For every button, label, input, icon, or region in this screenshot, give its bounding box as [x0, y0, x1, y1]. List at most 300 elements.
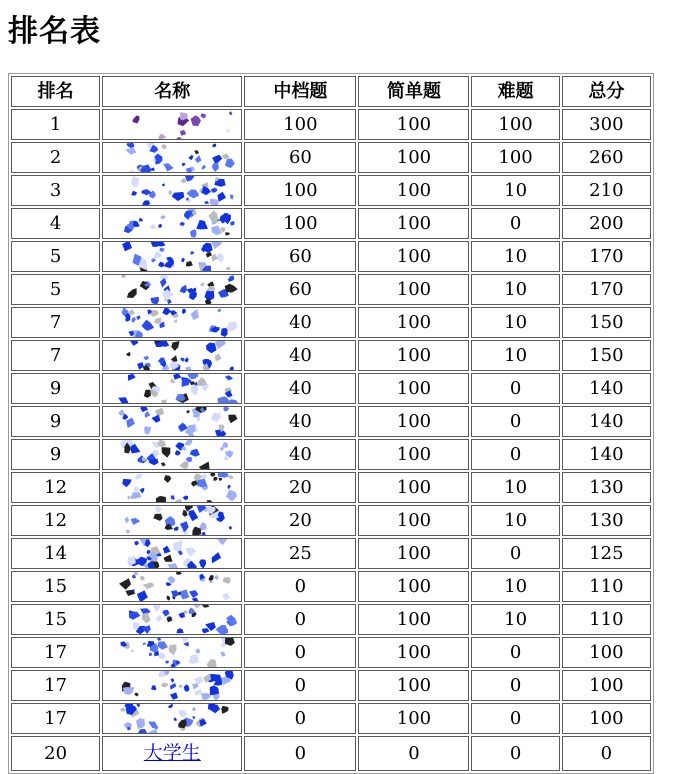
- mosaic-fragment: [216, 625, 229, 634]
- redaction-mosaic: [103, 506, 241, 535]
- total-score-cell: 170: [562, 274, 651, 305]
- mosaic-fragment: [119, 578, 131, 589]
- hard-score-cell: 10: [471, 274, 559, 305]
- easy-score-cell: 100: [358, 274, 469, 305]
- mosaic-fragment: [161, 399, 167, 403]
- redaction-mosaic: [103, 308, 241, 337]
- mosaic-fragment: [179, 589, 189, 599]
- table-row: [11, 472, 651, 503]
- mosaic-fragment: [165, 516, 176, 526]
- rank-cell: 2: [11, 142, 100, 173]
- easy-score-cell: 100: [358, 670, 469, 701]
- table-row: [11, 208, 651, 239]
- mosaic-fragment: [226, 490, 237, 502]
- mosaic-fragment: [189, 655, 199, 664]
- mosaic-fragment: [207, 659, 217, 667]
- medium-score-cell: 20: [244, 505, 356, 536]
- mosaic-fragment: [158, 134, 166, 139]
- easy-score-cell: 100: [358, 472, 469, 503]
- mosaic-fragment: [226, 321, 238, 331]
- mosaic-fragment: [179, 710, 188, 718]
- mosaic-fragment: [220, 652, 226, 657]
- mosaic-fragment: [224, 407, 230, 411]
- rank-cell: 14: [11, 538, 100, 569]
- mosaic-fragment: [199, 559, 206, 568]
- easy-score-cell: 100: [358, 604, 469, 635]
- easy-score-cell: 0: [358, 736, 469, 771]
- table-row: [11, 406, 651, 437]
- table-row: [11, 241, 651, 272]
- medium-score-cell: 60: [244, 241, 356, 272]
- mosaic-fragment: [230, 366, 234, 370]
- redaction-mosaic: [103, 242, 241, 271]
- mosaic-fragment: [192, 707, 196, 711]
- mosaic-fragment: [131, 518, 141, 525]
- mosaic-fragment: [148, 722, 158, 729]
- mosaic-fragment: [145, 411, 151, 418]
- table-row: [11, 142, 651, 173]
- total-score-cell: 130: [562, 472, 651, 503]
- total-score-cell: 0: [562, 736, 651, 771]
- mosaic-fragment: [194, 150, 199, 154]
- total-score-cell: 150: [562, 307, 651, 338]
- mosaic-fragment: [226, 128, 232, 133]
- mosaic-fragment: [210, 199, 219, 205]
- mosaic-fragment: [181, 258, 185, 263]
- mosaic-fragment: [132, 176, 140, 188]
- rank-cell: 5: [11, 274, 100, 305]
- mosaic-fragment: [160, 278, 167, 288]
- mosaic-fragment: [225, 375, 233, 380]
- mosaic-fragment: [191, 384, 199, 393]
- mosaic-fragment: [178, 719, 186, 728]
- mosaic-fragment: [154, 605, 161, 612]
- medium-score-cell: 40: [244, 307, 356, 338]
- easy-score-cell: 100: [358, 175, 469, 206]
- mosaic-fragment: [155, 506, 162, 513]
- hard-score-cell: 10: [471, 307, 559, 338]
- mosaic-fragment: [162, 683, 169, 687]
- mosaic-fragment: [192, 716, 195, 719]
- easy-score-cell: 100: [358, 406, 469, 437]
- table-row: [11, 670, 651, 701]
- name-cell-redacted: [102, 241, 242, 272]
- mosaic-fragment: [136, 315, 140, 320]
- mosaic-fragment: [207, 500, 213, 502]
- name-cell-redacted: [102, 439, 242, 470]
- rank-cell: 20: [11, 736, 100, 771]
- mosaic-fragment: [215, 341, 226, 349]
- mosaic-fragment: [129, 611, 140, 619]
- header-easy: 简单题: [358, 76, 469, 107]
- redaction-mosaic: [103, 341, 241, 370]
- mosaic-fragment: [154, 318, 161, 324]
- medium-score-cell: 0: [244, 637, 356, 668]
- name-cell-redacted: [102, 109, 242, 140]
- mosaic-fragment: [122, 479, 131, 487]
- mosaic-fragment: [164, 555, 173, 562]
- mosaic-fragment: [210, 473, 215, 477]
- mosaic-fragment: [154, 252, 163, 259]
- mosaic-fragment: [211, 225, 222, 235]
- mosaic-fragment: [169, 190, 172, 195]
- medium-score-cell: 40: [244, 340, 356, 371]
- mosaic-fragment: [131, 650, 134, 653]
- mosaic-fragment: [150, 224, 156, 229]
- mosaic-fragment: [171, 678, 175, 683]
- mosaic-fragment: [138, 729, 147, 733]
- mosaic-fragment: [125, 148, 136, 155]
- mosaic-fragment: [226, 267, 230, 270]
- mosaic-fragment: [155, 154, 163, 165]
- mosaic-fragment: [200, 283, 204, 287]
- hard-score-cell: 0: [471, 406, 559, 437]
- mosaic-fragment: [170, 683, 176, 690]
- hard-score-cell: 0: [471, 208, 559, 239]
- mosaic-fragment: [212, 254, 218, 262]
- mosaic-fragment: [183, 642, 189, 647]
- mosaic-fragment: [187, 410, 190, 413]
- rank-cell: 1: [11, 109, 100, 140]
- mosaic-fragment: [230, 194, 233, 200]
- mosaic-fragment: [171, 590, 180, 598]
- mosaic-fragment: [212, 242, 223, 249]
- mosaic-fragment: [143, 642, 147, 645]
- redaction-mosaic: [103, 143, 241, 172]
- mosaic-fragment: [218, 309, 222, 313]
- hard-score-cell: 10: [471, 472, 559, 503]
- mosaic-fragment: [183, 496, 189, 501]
- mosaic-fragment: [194, 689, 201, 696]
- rank-cell: 5: [11, 241, 100, 272]
- user-name-link[interactable]: 大学生: [143, 742, 201, 764]
- mosaic-fragment: [158, 262, 165, 268]
- mosaic-fragment: [191, 115, 201, 126]
- mosaic-fragment: [154, 514, 163, 521]
- name-cell-redacted: [102, 175, 242, 206]
- rank-cell: 3: [11, 175, 100, 206]
- mosaic-fragment: [182, 638, 188, 642]
- mosaic-fragment: [209, 210, 219, 222]
- mosaic-fragment: [148, 729, 159, 733]
- mosaic-fragment: [218, 473, 229, 478]
- mosaic-fragment: [177, 137, 182, 139]
- mosaic-fragment: [210, 704, 221, 713]
- mosaic-fragment: [180, 461, 189, 469]
- mosaic-fragment: [206, 252, 212, 258]
- mosaic-fragment: [129, 143, 135, 148]
- rank-cell: 17: [11, 670, 100, 701]
- mosaic-fragment: [161, 215, 166, 219]
- redaction-mosaic: [103, 572, 241, 601]
- mosaic-fragment: [123, 687, 135, 695]
- mosaic-fragment: [202, 165, 206, 170]
- hard-score-cell: 10: [471, 241, 559, 272]
- ranking-table: [8, 73, 654, 774]
- mosaic-fragment: [174, 319, 178, 323]
- mosaic-fragment: [179, 685, 182, 689]
- hard-score-cell: 0: [471, 439, 559, 470]
- rank-cell: 7: [11, 307, 100, 338]
- mosaic-fragment: [126, 530, 130, 534]
- total-score-cell: 200: [562, 208, 651, 239]
- mosaic-fragment: [167, 596, 171, 601]
- mosaic-fragment: [186, 457, 192, 462]
- table-row: [11, 175, 651, 206]
- mosaic-fragment: [222, 593, 230, 601]
- total-score-cell: 140: [562, 439, 651, 470]
- name-cell-redacted: [102, 505, 242, 536]
- redaction-mosaic: [103, 110, 241, 139]
- mosaic-fragment: [136, 718, 145, 729]
- rank-cell: 17: [11, 703, 100, 734]
- mosaic-fragment: [122, 275, 126, 278]
- name-cell-redacted: [102, 571, 242, 602]
- mosaic-fragment: [177, 628, 184, 633]
- mosaic-fragment: [142, 200, 150, 205]
- total-score-cell: 100: [562, 703, 651, 734]
- mosaic-fragment: [186, 261, 193, 267]
- medium-score-cell: 0: [244, 670, 356, 701]
- medium-score-cell: 0: [244, 571, 356, 602]
- mosaic-fragment: [161, 462, 166, 467]
- table-row: [11, 571, 651, 602]
- mosaic-fragment: [202, 473, 208, 479]
- name-cell-redacted: [102, 538, 242, 569]
- header-rank: 排名: [11, 76, 100, 107]
- table-row: [11, 736, 651, 771]
- redaction-mosaic: [103, 605, 241, 634]
- mosaic-fragment: [160, 248, 165, 252]
- mosaic-fragment: [207, 281, 214, 287]
- hard-score-cell: 0: [471, 736, 559, 771]
- mosaic-fragment: [211, 413, 221, 422]
- mosaic-fragment: [226, 615, 237, 626]
- medium-score-cell: 60: [244, 142, 356, 173]
- mosaic-fragment: [181, 358, 185, 362]
- mosaic-fragment: [191, 480, 198, 486]
- easy-score-cell: 100: [358, 109, 469, 140]
- redaction-mosaic: [103, 473, 241, 502]
- mosaic-fragment: [197, 417, 201, 422]
- medium-score-cell: 0: [244, 736, 356, 771]
- medium-score-cell: 100: [244, 109, 356, 140]
- mosaic-fragment: [180, 285, 187, 294]
- mosaic-fragment: [212, 163, 219, 173]
- mosaic-fragment: [168, 563, 179, 568]
- name-cell-redacted: [102, 373, 242, 404]
- mosaic-fragment: [132, 317, 136, 323]
- rank-cell: 15: [11, 604, 100, 635]
- mosaic-fragment: [118, 397, 128, 403]
- name-cell-redacted: [102, 472, 242, 503]
- mosaic-fragment: [229, 111, 233, 115]
- mosaic-fragment: [184, 684, 190, 691]
- easy-score-cell: 100: [358, 241, 469, 272]
- hard-score-cell: 10: [471, 340, 559, 371]
- mosaic-fragment: [176, 572, 182, 575]
- page-title: 排名表: [8, 14, 101, 49]
- total-score-cell: 110: [562, 571, 651, 602]
- mosaic-fragment: [156, 615, 163, 622]
- mosaic-fragment: [130, 341, 139, 346]
- easy-score-cell: 100: [358, 637, 469, 668]
- table-body: [11, 109, 651, 771]
- redaction-mosaic: [103, 539, 241, 568]
- mosaic-fragment: [164, 163, 174, 171]
- mosaic-fragment: [125, 517, 130, 524]
- mosaic-fragment: [204, 201, 209, 204]
- total-score-cell: 170: [562, 241, 651, 272]
- redaction-mosaic: [103, 638, 241, 667]
- mosaic-fragment: [182, 379, 190, 387]
- mosaic-fragment: [187, 374, 198, 379]
- mosaic-fragment: [210, 685, 219, 695]
- easy-score-cell: 100: [358, 538, 469, 569]
- mosaic-fragment: [202, 605, 210, 608]
- mosaic-fragment: [175, 450, 181, 456]
- easy-score-cell: 100: [358, 208, 469, 239]
- mosaic-fragment: [215, 354, 222, 362]
- mosaic-fragment: [195, 155, 202, 163]
- mosaic-fragment: [140, 488, 145, 493]
- name-cell-redacted: [102, 274, 242, 305]
- medium-score-cell: 25: [244, 538, 356, 569]
- total-score-cell: 100: [562, 670, 651, 701]
- mosaic-fragment: [156, 496, 166, 502]
- mosaic-fragment: [229, 415, 238, 424]
- mosaic-fragment: [120, 707, 126, 712]
- redaction-mosaic: [103, 407, 241, 436]
- redaction-mosaic: [103, 440, 241, 469]
- rank-cell: 4: [11, 208, 100, 239]
- mosaic-fragment: [140, 576, 145, 581]
- mosaic-fragment: [135, 473, 142, 479]
- mosaic-fragment: [127, 288, 137, 298]
- table-row: [11, 538, 651, 569]
- total-score-cell: 260: [562, 142, 651, 173]
- mosaic-fragment: [228, 399, 239, 403]
- mosaic-fragment: [228, 485, 231, 489]
- mosaic-fragment: [185, 440, 193, 446]
- mosaic-fragment: [163, 610, 170, 617]
- mosaic-fragment: [135, 693, 139, 697]
- mosaic-fragment: [142, 613, 151, 624]
- mosaic-fragment: [217, 253, 224, 263]
- hard-score-cell: 0: [471, 670, 559, 701]
- hard-score-cell: 100: [471, 142, 559, 173]
- mosaic-fragment: [218, 192, 227, 202]
- mosaic-fragment: [229, 526, 232, 530]
- table-row: [11, 340, 651, 371]
- mosaic-fragment: [219, 478, 223, 481]
- mosaic-fragment: [221, 706, 228, 714]
- mosaic-fragment: [144, 356, 150, 361]
- mosaic-fragment: [189, 590, 198, 598]
- mosaic-fragment: [185, 366, 191, 370]
- medium-score-cell: 0: [244, 604, 356, 635]
- mosaic-fragment: [149, 652, 152, 656]
- mosaic-fragment: [195, 605, 201, 608]
- hard-score-cell: 0: [471, 637, 559, 668]
- mosaic-fragment: [171, 496, 175, 501]
- medium-score-cell: 40: [244, 439, 356, 470]
- name-cell-redacted: [102, 307, 242, 338]
- table-row: [11, 109, 651, 140]
- rank-cell: 9: [11, 406, 100, 437]
- mosaic-fragment: [223, 577, 231, 584]
- header-hard: 难题: [471, 76, 559, 107]
- mosaic-fragment: [182, 309, 186, 314]
- header-name: 名称: [102, 76, 242, 107]
- mosaic-fragment: [180, 130, 186, 136]
- mosaic-fragment: [220, 446, 224, 451]
- easy-score-cell: 100: [358, 142, 469, 173]
- mosaic-fragment: [174, 527, 179, 531]
- mosaic-fragment: [225, 159, 235, 169]
- mosaic-fragment: [211, 188, 218, 193]
- total-score-cell: 100: [562, 637, 651, 668]
- name-cell-redacted: [102, 637, 242, 668]
- table-row: [11, 505, 651, 536]
- mosaic-fragment: [155, 408, 164, 417]
- mosaic-fragment: [180, 222, 185, 226]
- hard-score-cell: 0: [471, 703, 559, 734]
- mosaic-fragment: [231, 221, 235, 225]
- mosaic-fragment: [180, 178, 186, 183]
- header-medium: 中档题: [244, 76, 356, 107]
- hard-score-cell: 10: [471, 571, 559, 602]
- mosaic-fragment: [122, 242, 132, 251]
- total-score-cell: 125: [562, 538, 651, 569]
- hard-score-cell: 100: [471, 109, 559, 140]
- mosaic-fragment: [225, 232, 230, 235]
- redaction-mosaic: [103, 671, 241, 700]
- mosaic-fragment: [133, 221, 140, 228]
- mosaic-fragment: [151, 297, 160, 304]
- mosaic-fragment: [202, 532, 206, 535]
- easy-score-cell: 100: [358, 373, 469, 404]
- mosaic-fragment: [131, 191, 137, 196]
- mosaic-fragment: [182, 163, 186, 167]
- mosaic-fragment: [151, 258, 156, 262]
- mosaic-fragment: [206, 343, 217, 354]
- total-score-cell: 140: [562, 406, 651, 437]
- name-cell-redacted: [102, 340, 242, 371]
- mosaic-fragment: [149, 459, 159, 465]
- name-cell: [102, 736, 242, 771]
- redaction-mosaic: [103, 209, 241, 238]
- total-score-cell: 300: [562, 109, 651, 140]
- table-row: [11, 703, 651, 734]
- mosaic-fragment: [218, 396, 230, 403]
- mosaic-fragment: [158, 641, 168, 649]
- rank-cell: 9: [11, 373, 100, 404]
- total-score-cell: 130: [562, 505, 651, 536]
- mosaic-fragment: [164, 475, 172, 483]
- mosaic-fragment: [152, 415, 161, 423]
- mosaic-fragment: [197, 220, 209, 230]
- redaction-mosaic: [103, 704, 241, 733]
- mosaic-fragment: [163, 546, 171, 554]
- mosaic-fragment: [139, 218, 144, 222]
- total-score-cell: 110: [562, 604, 651, 635]
- mosaic-fragment: [186, 548, 197, 557]
- mosaic-fragment: [201, 693, 211, 700]
- mosaic-fragment: [189, 155, 194, 160]
- total-score-cell: 150: [562, 340, 651, 371]
- mosaic-fragment: [168, 704, 173, 708]
